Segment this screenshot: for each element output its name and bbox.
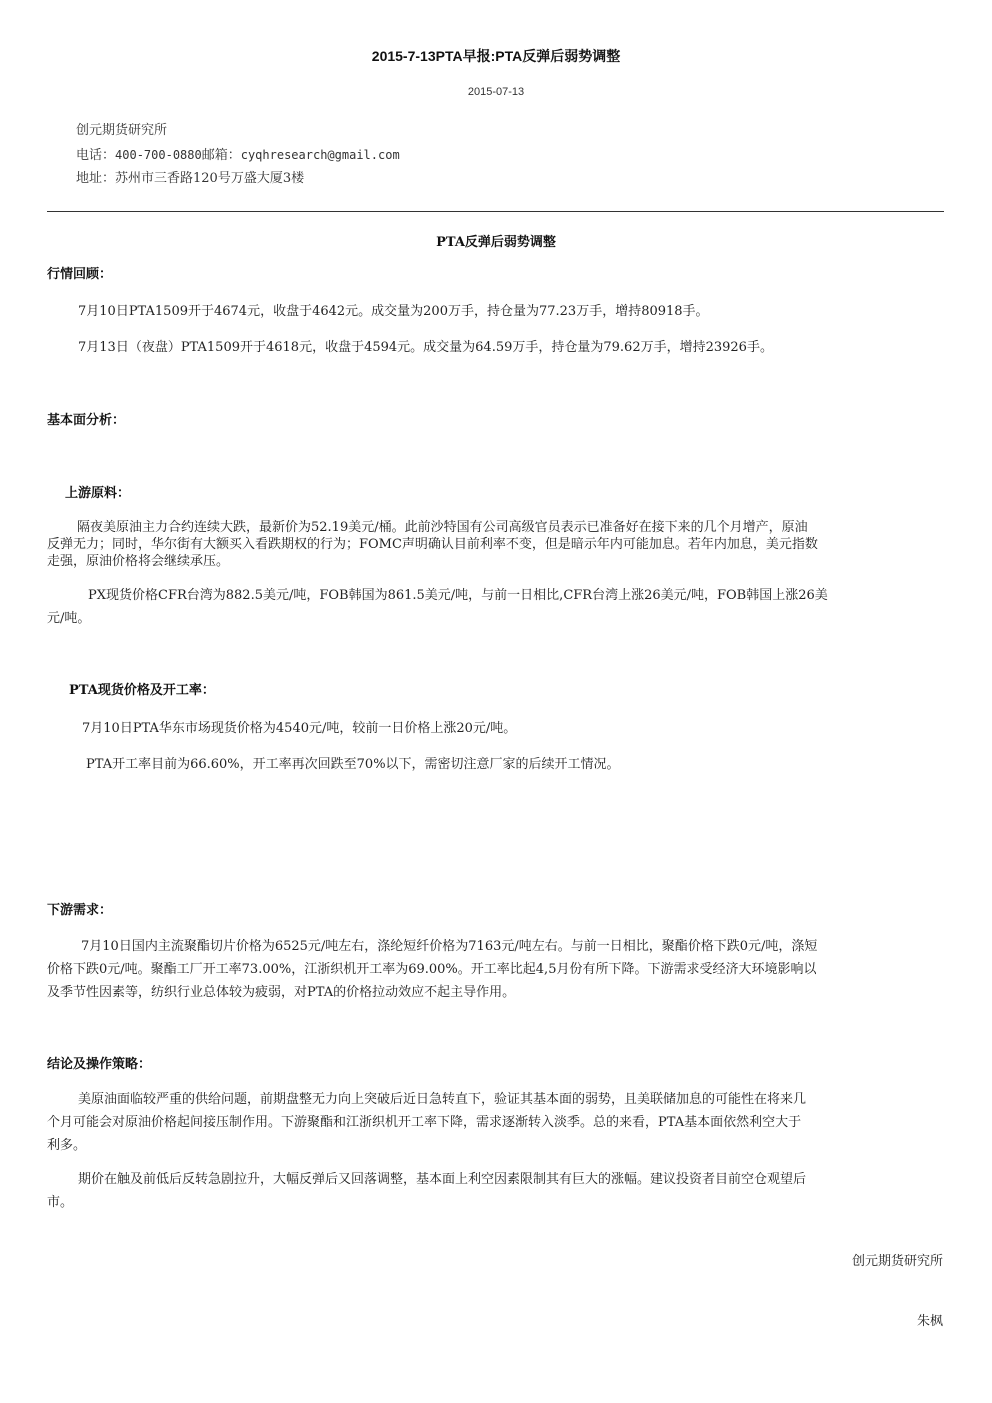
section-heading-fundamentals: 基本面分析：: [47, 413, 126, 428]
spot-paragraph: 7月10日PTA华东市场现货价格为4540元/吨，较前一日价格上涨20元/吨。: [82, 721, 517, 736]
section-heading-downstream: 下游需求：: [47, 903, 113, 918]
document-title: 2015-7-13PTA早报:PTA反弹后弱势调整: [371, 48, 621, 64]
contact-institute: 创元期货研究所: [76, 123, 168, 138]
downstream-paragraph-line: 7月10日国内主流聚酯切片价格为6525元/吨左右，涤纶短纤价格为7163元/吨左右。与前一日相比，聚酯价格下跌0元/吨，涤短: [81, 939, 818, 954]
conclusion-paragraph-line: 美原油面临较严重的供给问题，前期盘整无力向上突破后近日急转直下，验证其基本面的弱势，且美联储加息的可能性在将来几: [78, 1092, 807, 1107]
spot-paragraph: PTA开工率目前为66.60%，开工率再次回跌至70%以下，需密切注意厂家的后续开工情况。: [86, 757, 620, 772]
report-title: PTA反弹后弱势调整: [436, 235, 556, 250]
upstream-paragraph-line: PX现货价格CFR台湾为882.5美元/吨，FOB韩国为861.5美元/吨，与前一日相比,CFR台湾上涨26美元/吨，FOB韩国上涨26美: [88, 588, 828, 603]
market-review-paragraph: 7月10日PTA1509开于4674元，收盘于4642元。成交量为200万手，持仓量为77.23万手，增持80918手。: [78, 304, 709, 319]
document-date: 2015-07-13: [467, 86, 525, 98]
upstream-paragraph-line: 走强，原油价格将会继续承压。: [47, 554, 230, 569]
market-review-paragraph: 7月13日（夜盘）PTA1509开于4618元，收盘于4594元。成交量为64.59万手，持仓量为79.62万手，增持23926手。: [78, 340, 773, 355]
email-address: cyqhresearch@gmail.com: [240, 148, 400, 162]
conclusion-paragraph-line: 利多。: [47, 1138, 87, 1153]
section-heading-spot: PTA现货价格及开工率：: [69, 683, 215, 698]
signature-institute: 创元期货研究所: [851, 1254, 943, 1269]
upstream-paragraph-line: 元/吨。: [47, 611, 91, 626]
header-divider: [47, 211, 944, 212]
phone-label: 电话：: [76, 148, 116, 163]
downstream-paragraph-line: 价格下跌0元/吨。聚酯工厂开工率73.00%，江浙织机开工率为69.00%。开工率比起4,5月份有所下降。下游需求受经济大环境影响以: [47, 962, 817, 977]
phone-number: 400-700-0880: [115, 148, 202, 162]
section-heading-upstream: 上游原料：: [65, 486, 131, 501]
conclusion-paragraph-line: 市。: [47, 1195, 74, 1210]
email-label: 邮箱：: [201, 148, 241, 163]
section-heading-conclusion: 结论及操作策略：: [47, 1057, 152, 1072]
contact-phone-line: [76, 147, 400, 164]
upstream-paragraph-line: 反弹无力；同时，华尔街有大额买入看跌期权的行为；FOMC声明确认目前利率不变，但是暗示年内可能加息。若年内加息，美元指数: [47, 537, 818, 552]
downstream-paragraph-line: 及季节性因素等，纺织行业总体较为疲弱，对PTA的价格拉动效应不起主导作用。: [47, 985, 516, 1000]
conclusion-paragraph-line: 期价在触及前低后反转急剧拉升，大幅反弹后又回落调整，基本面上利空因素限制其有巨大的涨幅。建议投资者目前空仓观望后: [78, 1172, 807, 1187]
upstream-paragraph-line: 隔夜美原油主力合约连续大跌，最新价为52.19美元/桶。此前沙特国有公司高级官员表示已准备好在接下来的几个月增产，原油: [77, 520, 808, 535]
signature-author: 朱枫: [916, 1314, 943, 1329]
section-heading-market-review: 行情回顾：: [47, 267, 113, 282]
conclusion-paragraph-line: 个月可能会对原油价格起间接压制作用。下游聚酯和江浙织机开工率下降，需求逐渐转入淡季。总的来看，PTA基本面依然利空大于: [47, 1115, 802, 1130]
contact-address: 地址：苏州市三香路120号万盛大厦3楼: [76, 171, 305, 186]
